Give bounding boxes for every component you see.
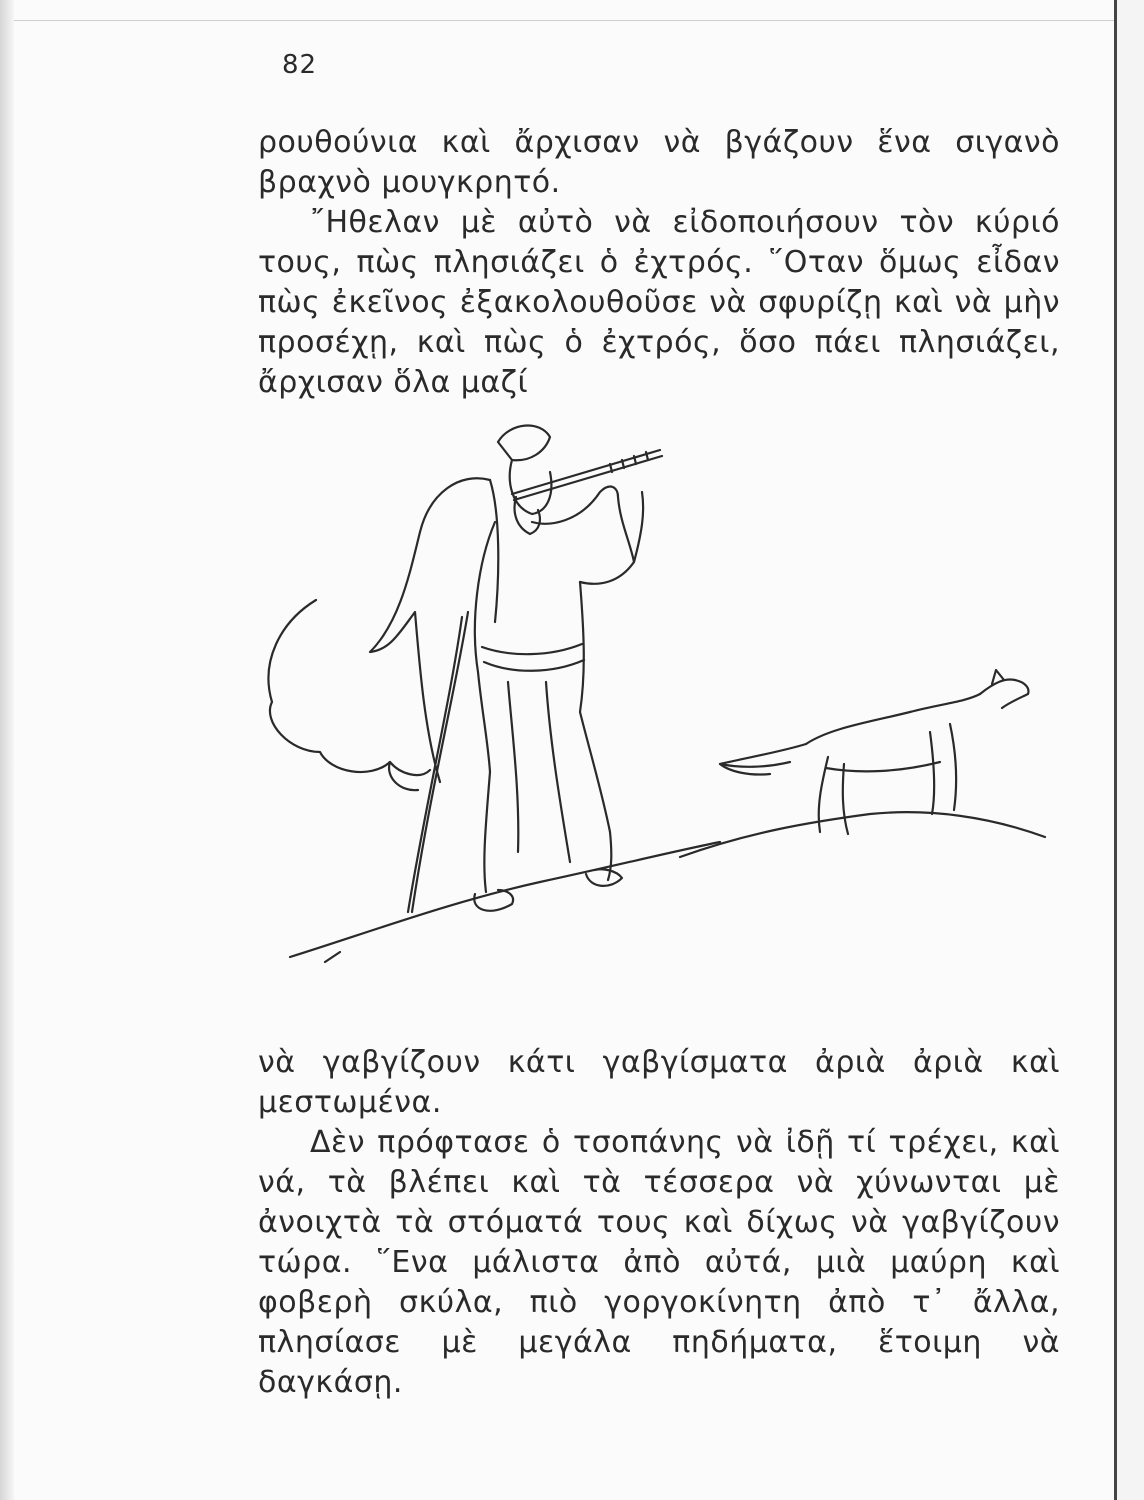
- page-number: 82: [282, 50, 318, 80]
- dog-head: [980, 680, 1028, 708]
- shepherd-robe: [475, 522, 495, 892]
- shepherd-belt: [482, 644, 582, 654]
- hill-right: [680, 812, 1045, 857]
- hill-left: [290, 842, 720, 957]
- illustration-shepherd-and-dog: [250, 412, 1070, 1012]
- page-top-edge: [14, 20, 1114, 21]
- dog-tail: [720, 744, 806, 767]
- text-block-top: [258, 123, 1060, 403]
- shepherd-head: [510, 460, 552, 514]
- paragraph: Δὲν πρόφτασε ὁ τσοπάνης νὰ ἰδῇ τί τρέχει, καὶ νά, τὰ βλέπει καὶ τὰ τέσσερα νὰ χύνωνται μὲ ἀνοιχτὰ τὰ στόματά τους καὶ δίχως νὰ γαβγίζουν τώρα. ῞Ενα μάλιστα ἀπὸ αὐτά, μιὰ μαύρη καὶ φοβερὴ σκύλα, πιὸ γοργοκίνητη ἀπὸ τ᾿ ἄλλα, πλησίασε μὲ μεγάλα πηδήματα, ἕτοιμη νὰ δαγκάσῃ.: [258, 1125, 1060, 1400]
- paragraph: ρουθούνια καὶ ἄρχισαν νὰ βγάζουν ἕνα σιγανὸ βραχνὸ μουγκρητό.: [258, 125, 1060, 200]
- shepherd-cloak: [370, 478, 490, 782]
- binding-shadow: [0, 0, 14, 1500]
- shepherd-hat: [498, 426, 550, 461]
- shepherd-staff: [412, 612, 468, 912]
- paragraph: νὰ γαβγίζουν κάτι γαβγίσματα ἀριὰ ἀριὰ καὶ μεστωμένα.: [258, 1045, 1060, 1120]
- text-block-bottom: [258, 1043, 1060, 1403]
- adjacent-page-sliver: [1117, 0, 1144, 1500]
- dog-body: [806, 694, 980, 744]
- paragraph: ῎Ηθελαν μὲ αὐτὸ νὰ εἰδοποιήσουν τὸν κύριό τους, πὼς πλησιάζει ὁ ἐχτρός. ῞Οταν ὅμως εἶδαν πὼς ἐκεῖνος ἐξακολουθοῦσε νὰ σφυρίζῃ καὶ νὰ μὴν προσέχῃ, καὶ πὼς ὁ ἐχτρός, ὅσο πάει πλησιάζει, ἄρχισαν ὅλα μαζί: [258, 205, 1060, 400]
